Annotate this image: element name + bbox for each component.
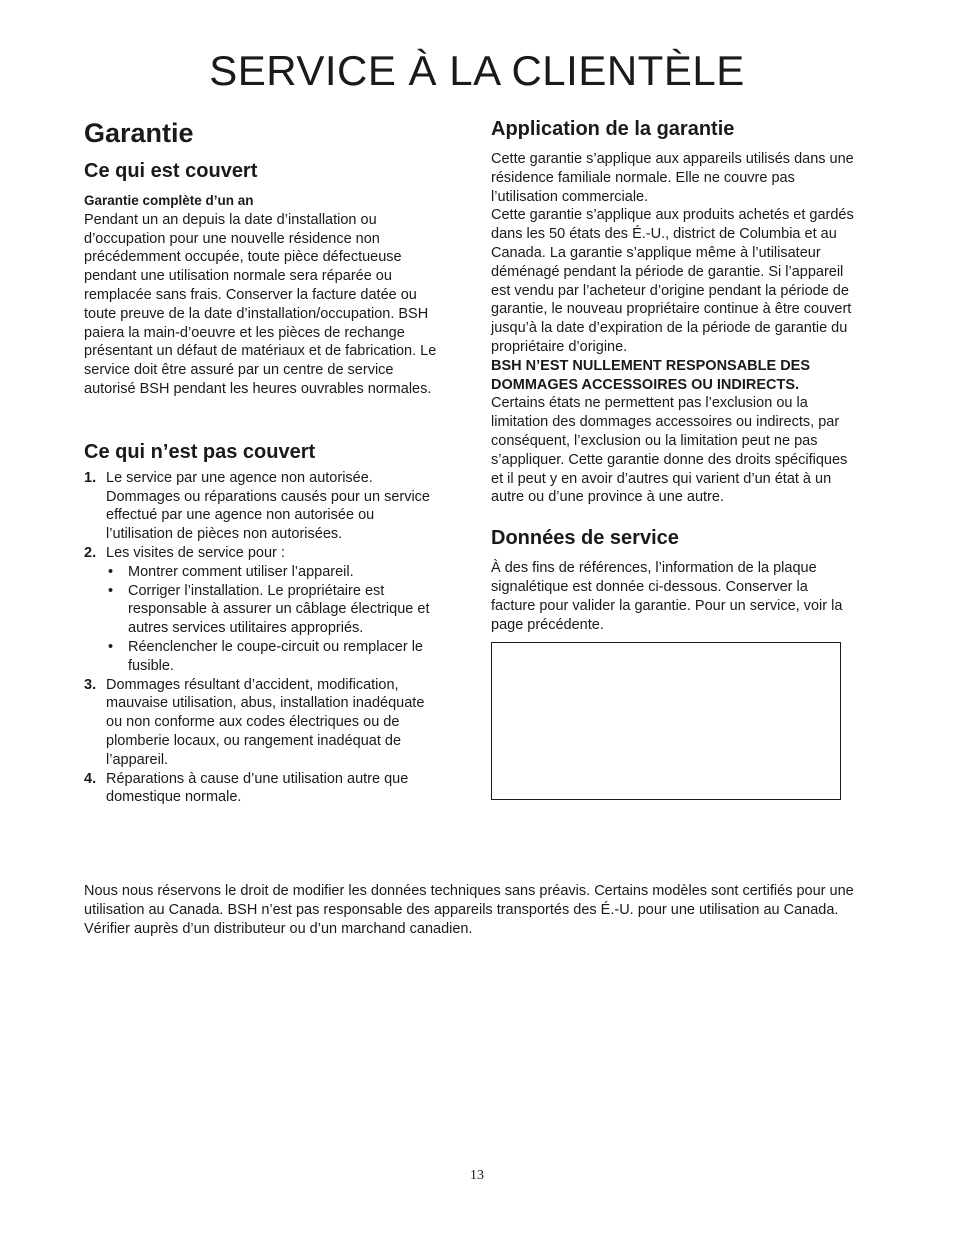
application-paragraph-3: Certains états ne permettent pas l’exclusion ou la limitation des dommages accessoires ou indirects, par conséquent, l’exclusion ou la limitation peut ne pas s’appliquer. Cette garantie donne des droits spécifiques et il peut y en avoir d’autres qui varient d’un état à un autre ou d’une province à une autre.: [491, 395, 848, 506]
covered-subheading: Garantie complète d’un an: [84, 193, 254, 208]
list-item-text: Dommages résultant d’accident, modification, mauvaise utilisation, abus, installation inadéquate ou non conforme aux codes électriques ou de plomberie locaux, ou rangement inadéquat de l’appareil.: [106, 676, 425, 768]
service-data-heading: Données de service: [491, 527, 679, 550]
application-paragraph-2: Cette garantie s’applique aux produits achetés et gardés dans les 50 états des É.-U., district de Columbia et au Canada. La garantie s’applique même à l’utilisateur déménagé pendant la période de garantie. Si l’appareil est vendu par l’acheteur d’origine pendant la période de garantie, le nouveau propriétaire continue à être couvert jusqu’à la date d’expiration de la période de garantie du propriétaire d’origine.: [491, 207, 854, 355]
page-number: 13: [470, 1168, 484, 1183]
footer-note: Nous nous réservons le droit de modifier les données techniques sans préavis. Certains modèles sont certifiés pour une utilisation au Canada. BSH n’est pas responsable des appareils transportés des É.-U. pour une utilisation au Canada. Vérifier auprès d’un distributeur ou d’un marchand canadien.: [84, 883, 854, 937]
bullet-item: • Réenclencher le coupe-circuit ou remplacer le fusible.: [106, 638, 440, 676]
list-item: [84, 469, 440, 544]
warranty-heading: Garantie: [84, 118, 194, 148]
bullet-item: • Corriger l’installation. Le propriétaire est responsable à assurer un câblage électrique et autres services utilitaires appropriés.: [106, 582, 440, 638]
page-title: SERVICE À LA CLIENTÈLE: [209, 47, 745, 94]
list-number: 3.: [84, 676, 97, 693]
list-item: [84, 544, 440, 676]
list-item-text: Réparations à cause d’une utilisation autre que domestique normale.: [106, 770, 409, 806]
service-data-paragraph: À des fins de références, l’information de la plaque signalétique est donnée ci-dessous. Conserver la facture pour valider la garantie. Pour un service, voir la page précédente.: [491, 560, 843, 633]
list-item-text: Les visites de service pour :: [106, 544, 285, 561]
right-column: [491, 116, 856, 800]
not-covered-heading: Ce qui n’est pas couvert: [84, 440, 316, 463]
list-item: [84, 770, 440, 808]
list-item: [84, 676, 440, 770]
list-number: 4.: [84, 770, 97, 787]
list-item-text: Le service par une agence non autorisée. Dommages ou réparations causés pour un service effectué par une agence non autorisée ou l’utilisation de pièces non autorisées.: [106, 469, 430, 543]
not-covered-list: [84, 469, 440, 807]
covered-heading: Ce qui est couvert: [84, 160, 258, 182]
application-paragraph-1: Cette garantie s’applique aux appareils utilisés dans une résidence familiale normale. Elle ne couvre pas l’utilisation commerciale.: [491, 151, 854, 205]
bullet-item: • Montrer comment utiliser l’appareil.: [106, 563, 440, 582]
covered-paragraph-2: toute preuve de la date d’installation/occupation. BSH paiera la main-d’oeuvre et les pièces de rechange présentant un défaut de matériaux et de fabrication. Le service doit être assuré par un centre de service autorisé BSH pendant les heures ouvrables normales.: [84, 305, 437, 397]
liability-notice: BSH N’EST NULLEMENT RESPONSABLE DES DOMMAGES ACCESSOIRES OU INDIRECTS.: [491, 357, 811, 393]
left-column: [84, 116, 440, 807]
covered-paragraph-1: Pendant un an depuis la date d’installation ou d’occupation pour une nouvelle résidence non précédemment occupée, toute pièce défectueuse pendant une utilisation normale sera réparée ou remplacée sans frais. Conserver la facture datée ou: [84, 211, 417, 303]
application-heading: Application de la garantie: [491, 118, 735, 140]
service-visit-bullets: [106, 563, 440, 676]
list-number: 2.: [84, 544, 97, 561]
list-number: 1.: [84, 469, 97, 486]
rating-plate-box: [491, 642, 841, 800]
